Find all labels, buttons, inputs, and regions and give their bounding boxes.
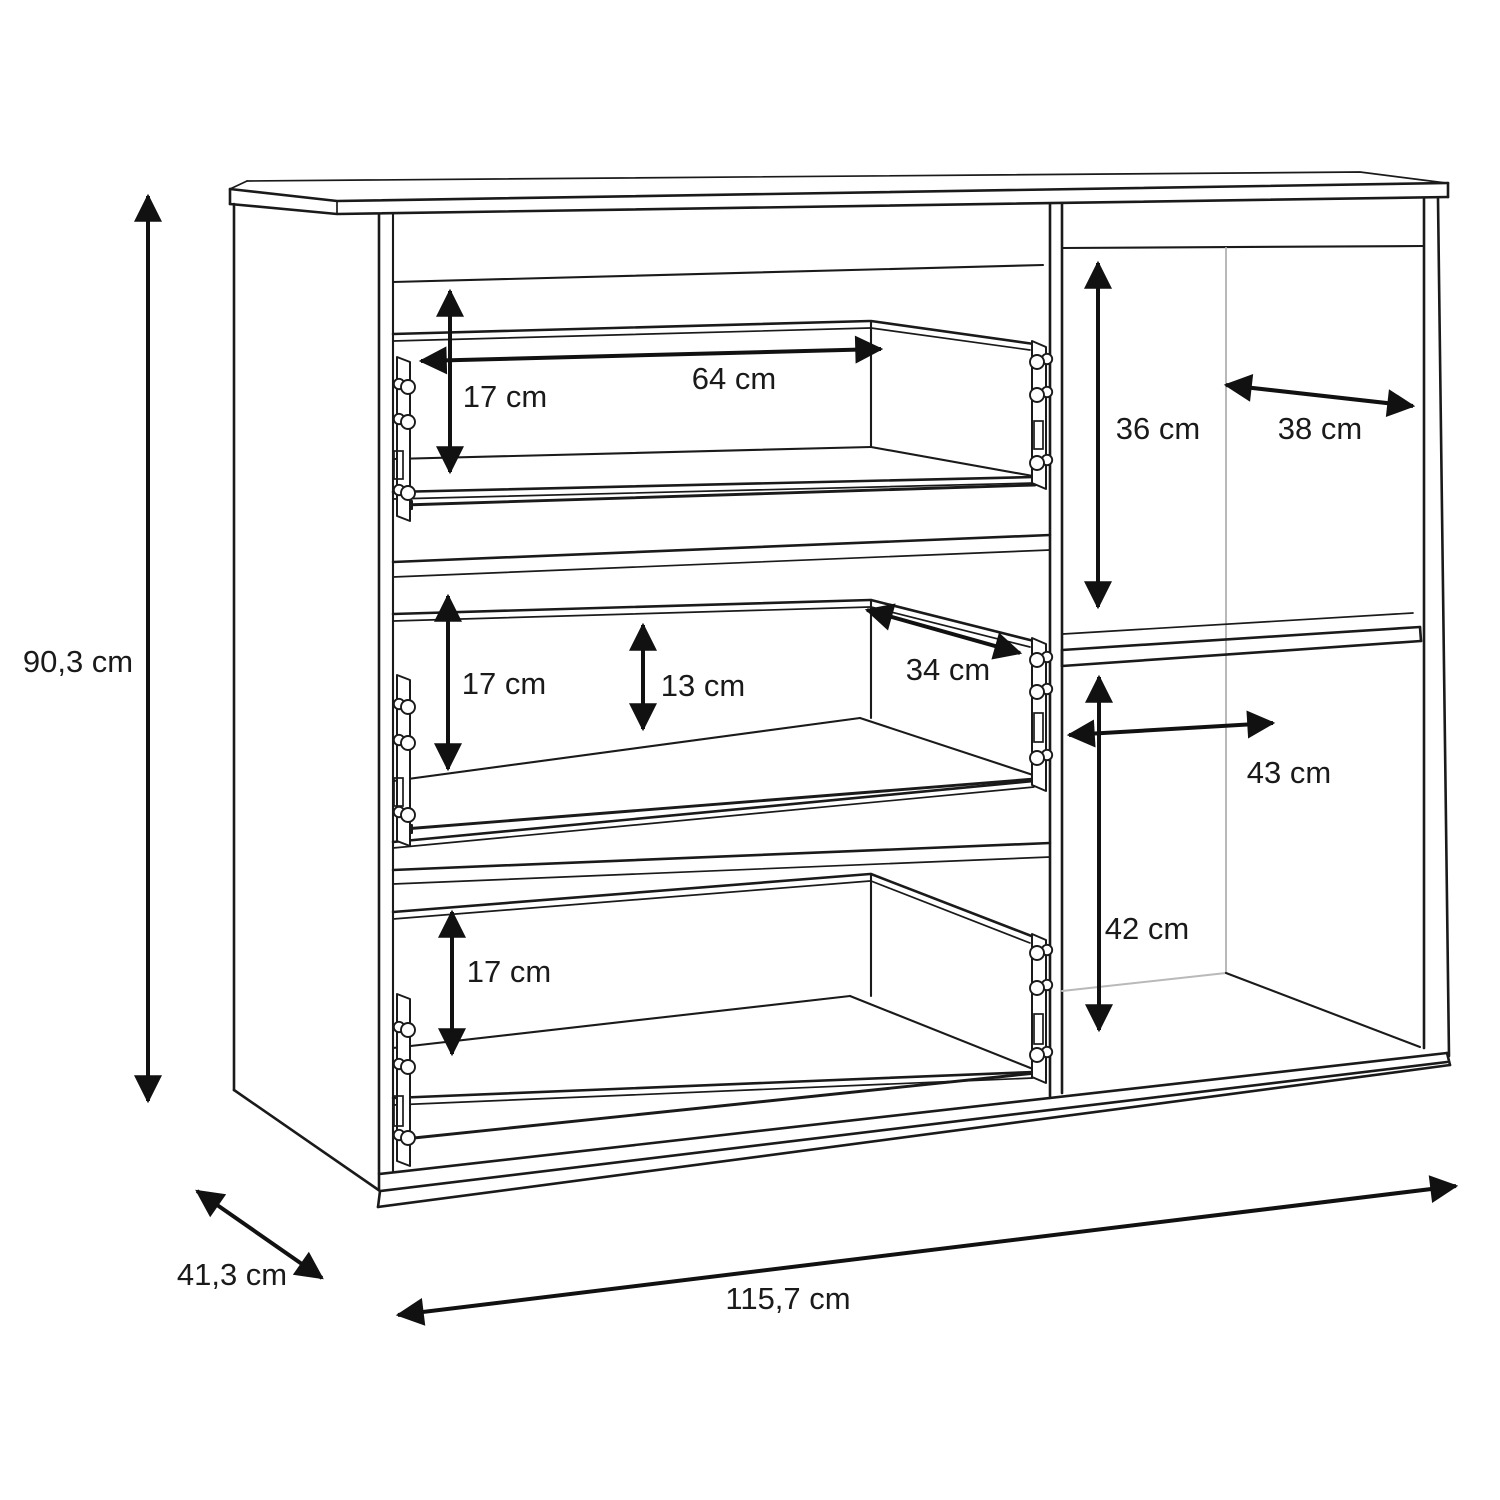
dim-drawer-inner-height-label: 13 cm [660, 668, 746, 703]
dim-height-label: 90,3 cm [22, 644, 134, 679]
dim-drawer-height-middle [448, 596, 546, 769]
cabinet-top-panel [230, 172, 1448, 214]
dim-height [23, 196, 148, 1101]
drawer-top [393, 321, 1052, 521]
center-partition [1050, 204, 1062, 1096]
dim-drawer-inner-height [643, 625, 745, 729]
dim-upper-compartment-depth [1226, 385, 1413, 446]
dim-lower-compartment-height-label: 42 cm [1104, 911, 1190, 946]
dim-lower-compartment-width-label: 43 cm [1246, 755, 1332, 790]
dim-drawer-height-bottom-label: 17 cm [466, 954, 552, 989]
dim-drawer-height-top-label: 17 cm [462, 379, 548, 414]
interior-ceiling-lines [393, 246, 1424, 282]
dim-drawer-side-depth-label: 34 cm [905, 652, 991, 687]
right-compartment-shelf [1062, 613, 1421, 666]
dim-lower-compartment-width [1069, 723, 1331, 790]
dim-drawer-side-depth [867, 610, 1020, 687]
dim-upper-compartment-height-label: 36 cm [1115, 411, 1201, 446]
dim-width-label: 115,7 cm [725, 1281, 851, 1316]
dim-upper-compartment-depth-label: 38 cm [1277, 411, 1363, 446]
dim-width [398, 1186, 1456, 1316]
drawer-bottom [393, 843, 1052, 1166]
dim-upper-compartment-height [1098, 263, 1200, 607]
dim-depth [177, 1191, 322, 1292]
dim-depth-label: 41,3 cm [176, 1257, 288, 1292]
dim-drawer-inner-width-label: 64 cm [691, 361, 777, 396]
left-side-panel [234, 204, 393, 1191]
right-side-panel [1424, 199, 1449, 1056]
dim-drawer-height-top [450, 291, 547, 472]
dim-drawer-height-middle-label: 17 cm [461, 666, 547, 701]
